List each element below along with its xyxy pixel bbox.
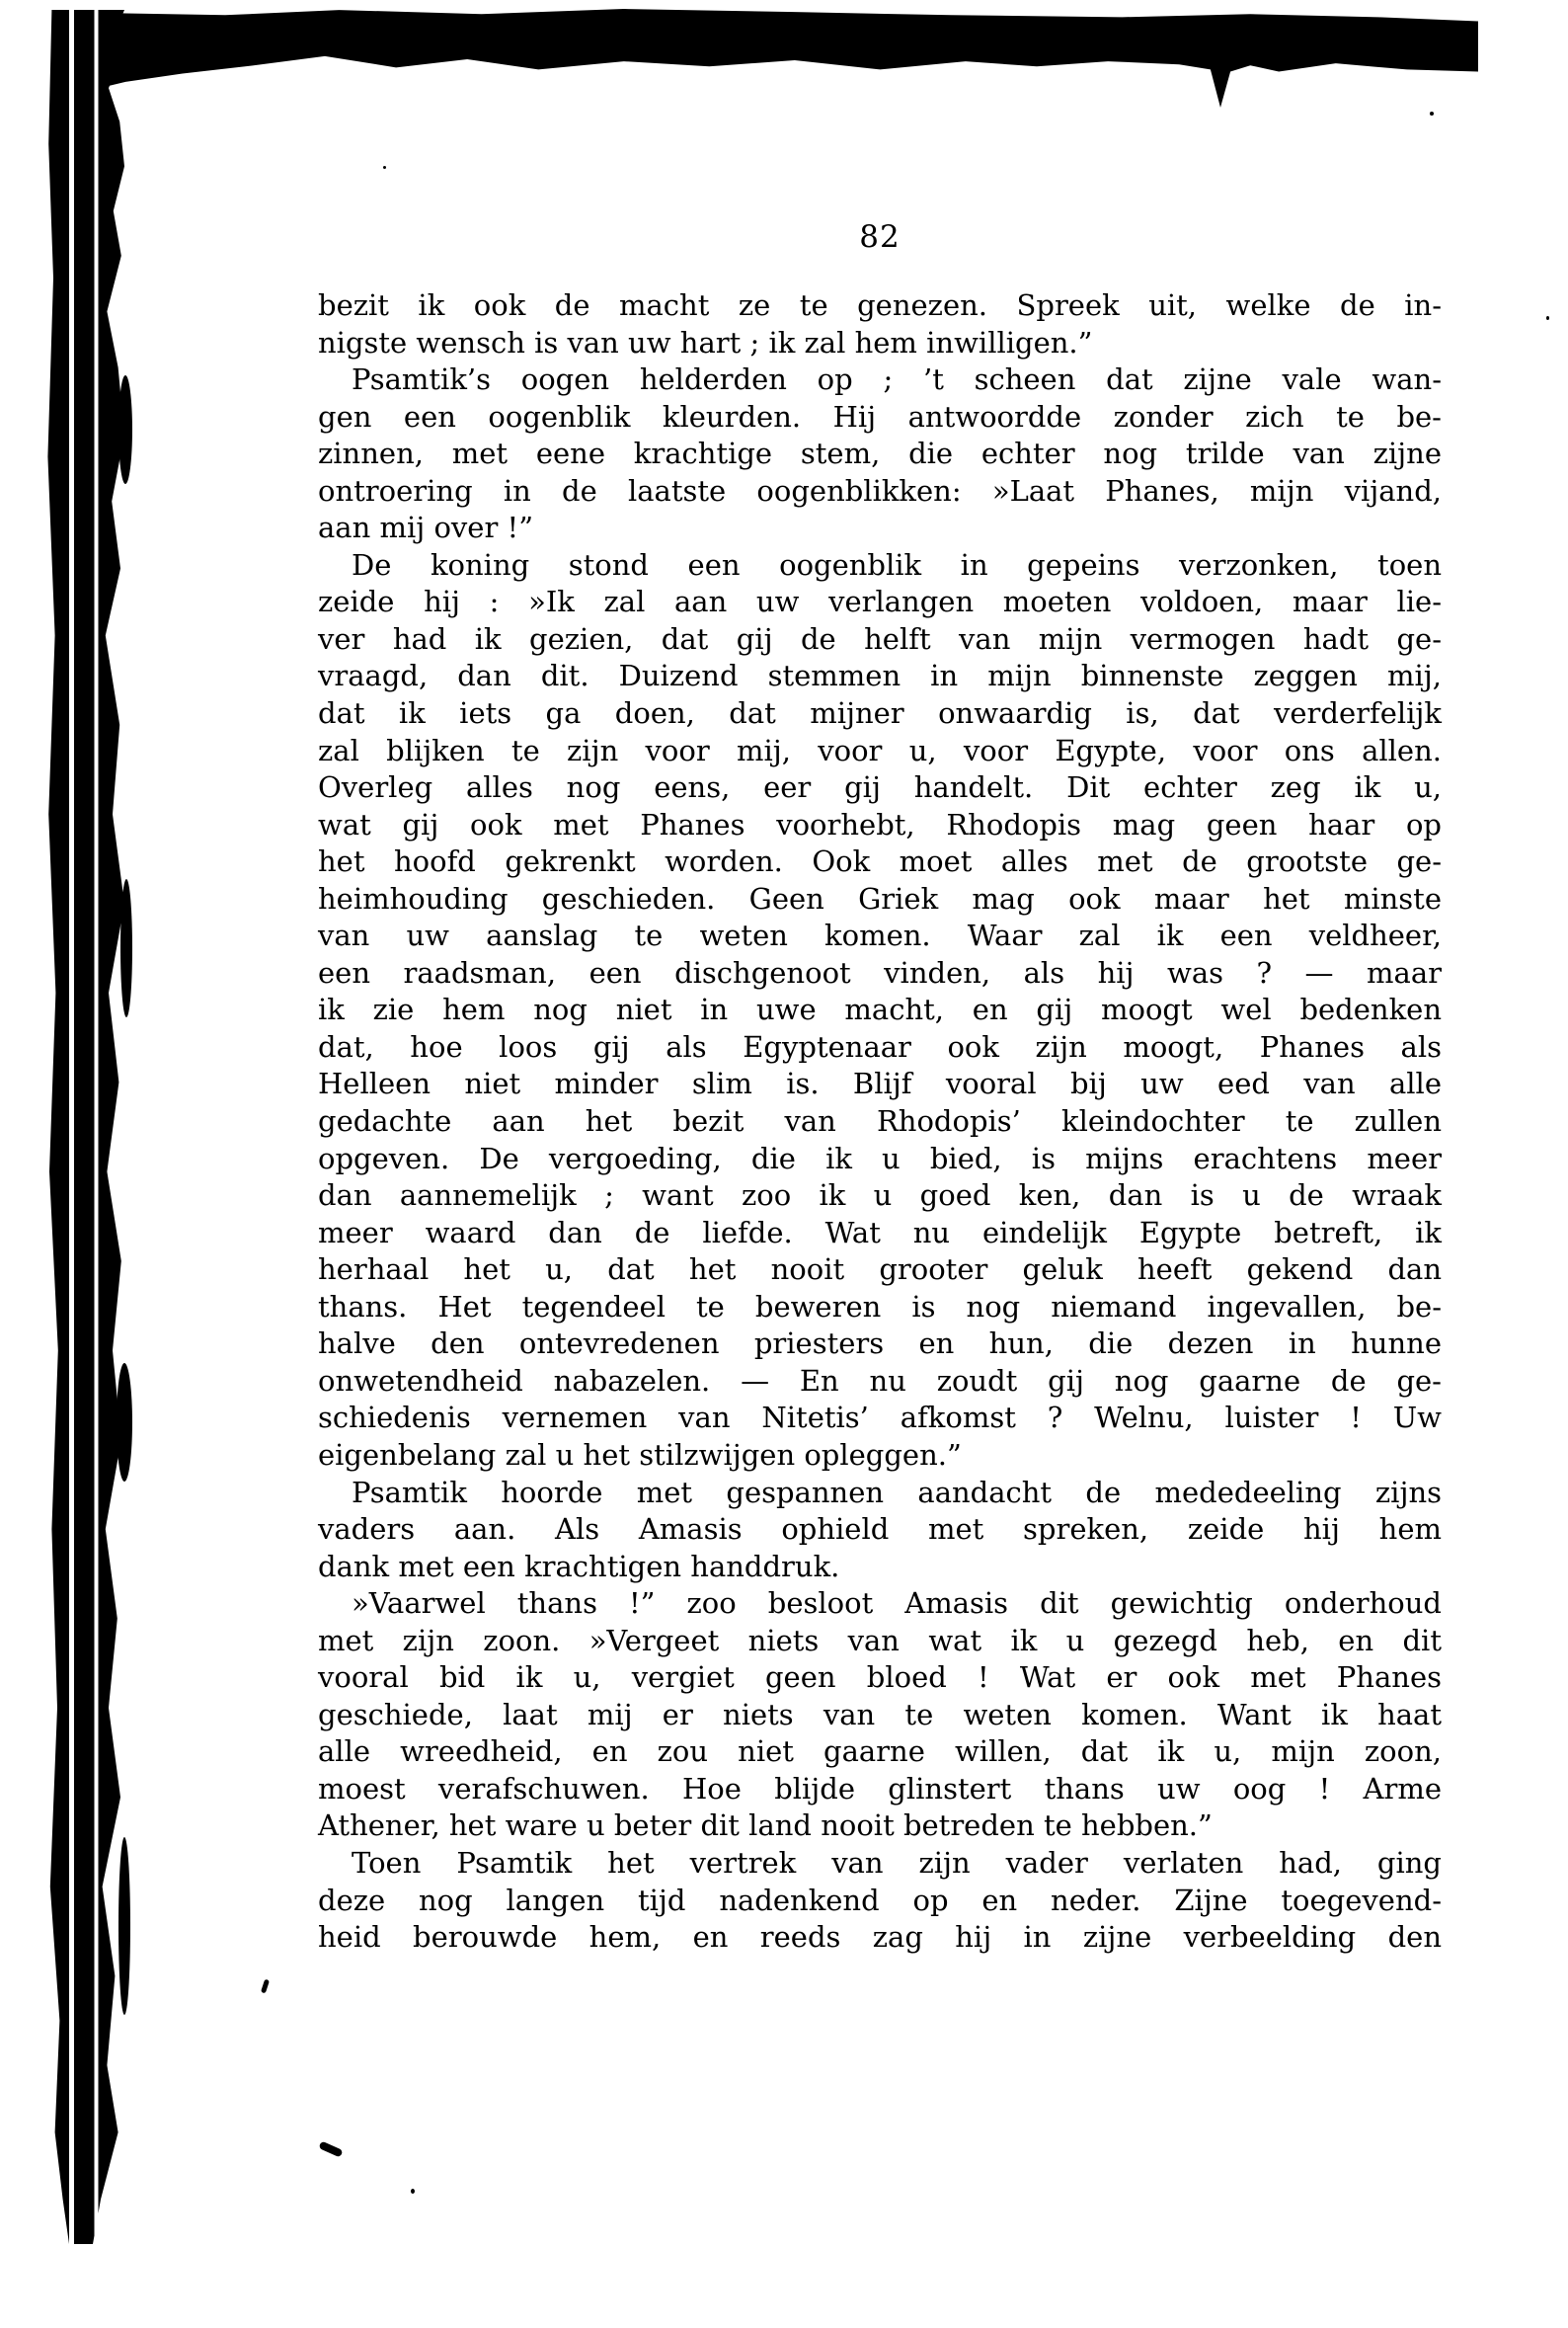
text-line: Psamtik hoorde met gespannen aandacht de mededeeling zijns bbox=[352, 1475, 1442, 1509]
text-line: gedachte aan het bezit van Rhodopis’ kleindochter te zullen bbox=[318, 1104, 1442, 1139]
text-line: van uw aanslag te weten komen. Waar zal ik een veldheer, bbox=[318, 919, 1442, 953]
text-line: ontroering in de laatste oogenblikken: »Laat Phanes, mijn vijand, bbox=[318, 473, 1442, 508]
text-line: herhaal het u, dat het nooit grooter geluk heeft gekend dan bbox=[318, 1252, 1442, 1287]
scan-speck bbox=[261, 1979, 270, 1994]
scan-blot bbox=[120, 879, 132, 1017]
text-line: dat, hoe loos gij als Egyptenaar ook zijn moogt, Phanes als bbox=[318, 1029, 1442, 1064]
text-line: vaders aan. Als Amasis ophield met spreken, zeide hij hem bbox=[318, 1512, 1442, 1547]
text-line: zinnen, met eene krachtige stem, die echter nog trilde van zijne bbox=[318, 437, 1442, 471]
text-line: opgeven. De vergoeding, die ik u bied, is mijns erachtens meer bbox=[318, 1141, 1442, 1175]
text-line: dank met een krachtigen handdruk. bbox=[318, 1549, 840, 1583]
scan-speck bbox=[1546, 316, 1549, 320]
scan-edge-left-gutter bbox=[45, 10, 124, 2244]
text-line: onwetendheid nabazelen. — En nu zoudt gij nog gaarne de ge- bbox=[318, 1363, 1442, 1398]
text-line: vooral bid ik u, vergiet geen bloed ! Wat er ook met Phanes bbox=[318, 1660, 1442, 1695]
body-text bbox=[318, 287, 1442, 1957]
text-line: alle wreedheid, en zou niet gaarne willen, dat ik u, mijn zoon, bbox=[318, 1734, 1442, 1769]
text-line: met zijn zoon. »Vergeet niets van wat ik u gezegd heb, en dit bbox=[318, 1623, 1442, 1657]
scan-speck bbox=[318, 2140, 343, 2157]
page-number: 82 bbox=[859, 219, 901, 255]
text-line: geschiede, laat mij er niets van te weten komen. Want ik haat bbox=[318, 1697, 1442, 1731]
text-line: heimhouding geschieden. Geen Griek mag ook maar het minste bbox=[318, 881, 1442, 916]
text-line: De koning stond een oogenblik in gepeins verzonken, toen bbox=[352, 547, 1442, 582]
text-line: bezit ik ook de macht ze te genezen. Spreek uit, welke de in- bbox=[318, 288, 1442, 322]
scan-blot bbox=[118, 375, 132, 484]
scan-speck bbox=[1430, 112, 1434, 116]
text-line: het hoofd gekrenkt worden. Ook moet alles met de grootste ge- bbox=[318, 844, 1442, 879]
text-line: Helleen niet minder slim is. Blijf vooral bij uw eed van alle bbox=[318, 1067, 1442, 1101]
text-line: gen een oogenblik kleurden. Hij antwoordde zonder zich te be- bbox=[318, 399, 1442, 434]
text-line: nigste wensch is van uw hart ; ik zal hem inwilligen.” bbox=[318, 325, 1093, 360]
text-line: een raadsman, een dischgenoot vinden, als hij was ? — maar bbox=[318, 955, 1442, 990]
scan-speck bbox=[411, 2189, 415, 2194]
text-line: halve den ontevredenen priesters en hun, die dezen in hunne bbox=[318, 1326, 1442, 1361]
text-line: eigenbelang zal u het stilzwijgen opleggen.” bbox=[318, 1437, 962, 1472]
text-line: vraagd, dan dit. Duizend stemmen in mijn binnenste zeggen mij, bbox=[318, 659, 1442, 693]
text-line: Toen Psamtik het vertrek van zijn vader verlaten had, ging bbox=[352, 1845, 1442, 1880]
text-line: dan aannemelijk ; want zoo ik u goed ken, dan is u de wraak bbox=[318, 1178, 1442, 1213]
scan-edge-top bbox=[54, 8, 1478, 111]
text-line: heid berouwde hem, en reeds zag hij in zijne verbeelding den bbox=[318, 1920, 1442, 1955]
text-line: moest verafschuwen. Hoe blijde glinstert thans uw oog ! Arme bbox=[318, 1771, 1442, 1806]
text-line: dat ik iets ga doen, dat mijner onwaardig is, dat verderfelijk bbox=[318, 696, 1442, 731]
text-line: wat gij ook met Phanes voorhebt, Rhodopis mag geen haar op bbox=[318, 807, 1442, 842]
text-line: thans. Het tegendeel te beweren is nog niemand ingevallen, be- bbox=[318, 1289, 1442, 1324]
text-line: Overleg alles nog eens, eer gij handelt. Dit echter zeg ik u, bbox=[318, 770, 1442, 805]
scan-speck bbox=[383, 166, 386, 169]
text-line: zeide hij : »Ik zal aan uw verlangen moeten voldoen, maar lie- bbox=[318, 585, 1442, 619]
text-line: »Vaarwel thans !” zoo besloot Amasis dit gewichtig onderhoud bbox=[352, 1586, 1442, 1621]
text-line: Athener, het ware u beter dit land nooit betreden te hebben.” bbox=[318, 1808, 1213, 1843]
text-line: meer waard dan de liefde. Wat nu eindelijk Egypte betreft, ik bbox=[318, 1215, 1442, 1249]
text-line: zal blijken te zijn voor mij, voor u, voor Egypte, voor ons allen. bbox=[318, 733, 1442, 767]
text-line: ver had ik gezien, dat gij de helft van mijn vermogen hadt ge- bbox=[318, 621, 1442, 656]
text-line: deze nog langen tijd nadenkend op en neder. Zijne toegevend- bbox=[318, 1883, 1442, 1917]
text-line: schiedenis vernemen van Nitetis’ afkomst ? Welnu, luister ! Uw bbox=[318, 1401, 1442, 1435]
text-line: aan mij over !” bbox=[318, 511, 534, 545]
text-line: ik zie hem nog niet in uwe macht, en gij moogt wel bedenken bbox=[318, 993, 1442, 1027]
scan-blot bbox=[118, 1837, 130, 2015]
text-line: Psamtik’s oogen helderden op ; ’t scheen dat zijne vale wan- bbox=[352, 362, 1442, 397]
scan-blot bbox=[117, 1363, 132, 1482]
